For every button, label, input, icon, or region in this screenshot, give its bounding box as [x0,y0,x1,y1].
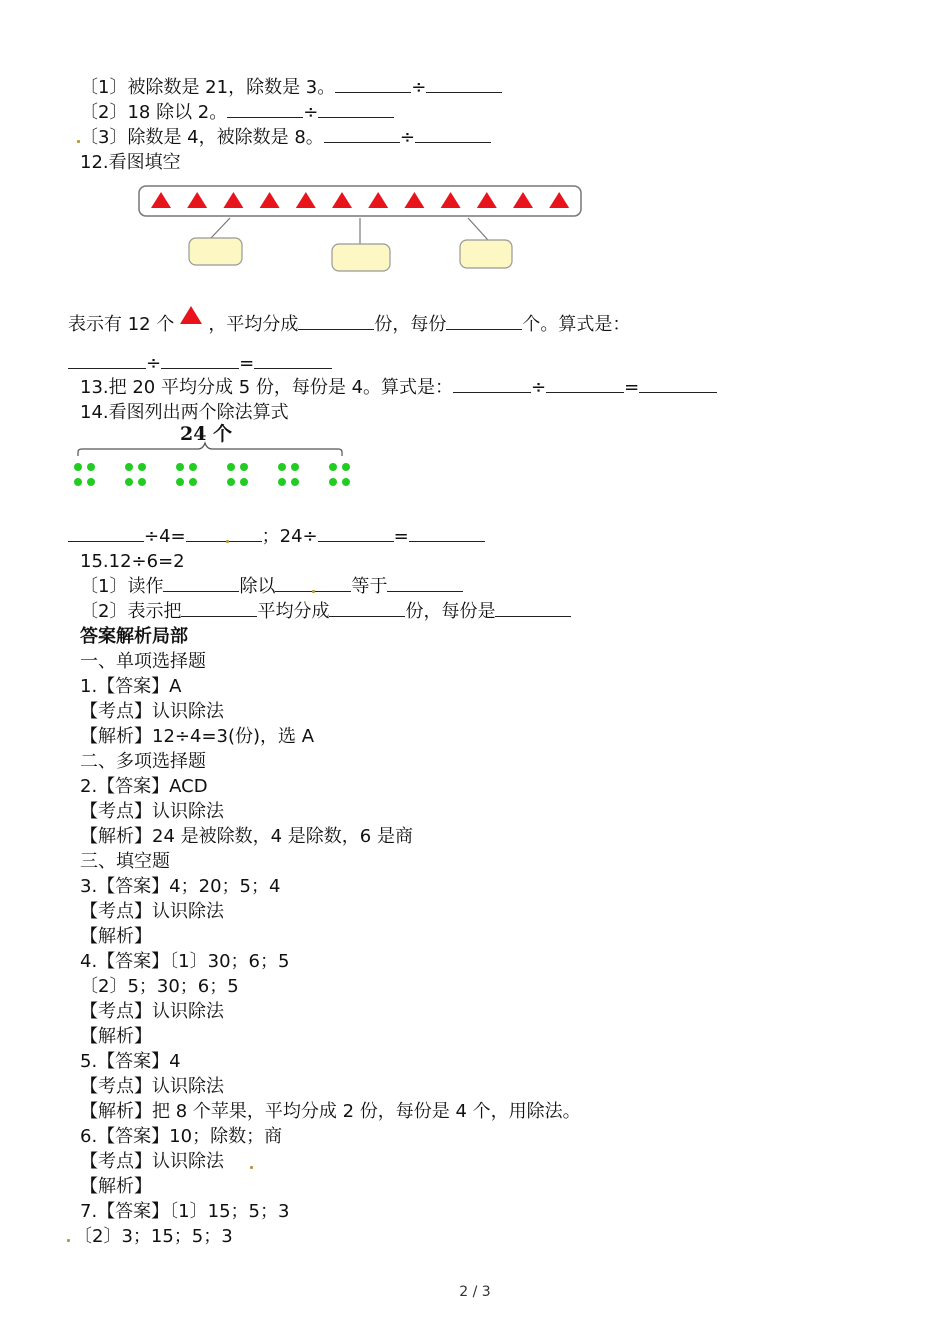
dot-icon [125,463,133,471]
dot-icon [125,478,133,486]
dot-icon [227,463,235,471]
answer-line: 【考点】认识除法 [80,1151,224,1172]
equals-sign: = [393,526,409,547]
answer-blank[interactable] [318,525,394,542]
answer-blank[interactable] [387,575,463,592]
q14-eq1-mid: ÷4= [144,526,186,547]
scan-speck [226,540,229,543]
dot-icon [342,463,350,471]
dot-icon [189,478,197,486]
dot-icon [342,478,350,486]
q15-item2-b: 平均分成 [257,601,330,622]
dot-icon [87,478,95,486]
q14-total-label: 24 个 [180,423,233,445]
q14-eq2-start: 24÷ [279,526,318,547]
answer-blank[interactable] [181,600,257,617]
scan-speck [312,590,315,593]
answer-blank[interactable] [163,575,239,592]
q15-item1-b: 除以 [239,576,276,597]
q15-item1 [80,575,463,599]
dot-icon [176,463,184,471]
answer-line: 【解析】 [80,926,152,947]
answer-line: 【考点】认识除法 [80,1076,224,1097]
answer-line: 【考点】认识除法 [80,1001,224,1022]
dot-icon [329,478,337,486]
dots-figure [0,0,950,500]
divide-sign: ÷ [411,77,427,98]
q11-item1-label: 〔1〕被除数是 21，除数是 3。 [80,77,336,98]
q12-text-pre: 表示有 12 个 [68,314,175,335]
equals-sign: = [624,377,640,398]
q15-item1-a: 〔1〕读作 [80,576,164,597]
page-number: 2 / 3 [459,1284,491,1300]
brace [78,443,342,456]
dot-icon [240,463,248,471]
dot-icon [176,478,184,486]
answer-line: 6.【答案】10；除数；商 [80,1126,283,1147]
dot-icon [227,478,235,486]
divide-sign: ÷ [399,127,415,148]
answer-line: 【考点】认识除法 [80,701,224,722]
q14-title: 14.看图列出两个除法算式 [80,402,289,423]
divide-sign: ÷ [531,377,547,398]
dot-icon [74,478,82,486]
answer-line: 【解析】24 是被除数，4 是除数，6 是商 [80,826,413,847]
answer-line: 【解析】 [80,1026,152,1047]
answer-line: 1.【答案】A [80,676,182,697]
q14-equations [68,525,485,549]
q15-item2-c: 份，每份是 [405,601,496,622]
q12-text-mid1: ，平均分成 [208,314,299,335]
dot-icon [329,463,337,471]
q11-item3-label: 〔3〕除数是 4，被除数是 8。 [80,127,324,148]
q15-item2-a: 〔2〕表示把 [80,601,182,622]
dot-icon [278,478,286,486]
equals-sign: = [239,353,255,374]
answer-line: 二、多项选择题 [80,751,206,772]
scan-speck [67,1239,70,1242]
q12-title: 12.看图填空 [80,152,181,173]
answer-line: 三、填空题 [80,851,170,872]
answer-line: 【解析】 [80,1176,152,1197]
dot-icon [278,463,286,471]
answer-line: 【解析】12÷4=3(份)，选 A [80,726,315,747]
dot-icon [138,463,146,471]
answer-line: 〔2〕3；15；5；3 [74,1226,233,1247]
answer-blank[interactable] [409,525,485,542]
answer-line: 一、单项选择题 [80,651,206,672]
answer-line: 4.【答案】〔1〕30；6；5 [80,951,290,972]
answer-blank[interactable] [329,600,405,617]
q11-item2-label: 〔2〕18 除以 2。 [80,102,228,123]
answer-line: 3.【答案】4；20；5；4 [80,876,281,897]
dot-icon [240,478,248,486]
answer-line: 【考点】认识除法 [80,901,224,922]
dot-icon [87,463,95,471]
divide-sign: ÷ [303,102,319,123]
answer-blank[interactable] [68,525,144,542]
q15-item2 [80,600,571,624]
answer-line: 2.【答案】ACD [80,776,208,797]
answer-line: 〔2〕5；30；6；5 [80,976,239,997]
answer-line: 【考点】认识除法 [80,801,224,822]
dot-icon [291,478,299,486]
dot-icon [291,463,299,471]
answers-heading: 答案解析局部 [80,626,188,647]
answer-blank[interactable] [186,525,262,542]
answer-blank[interactable] [495,600,571,617]
answer-line: 7.【答案】〔1〕15；5；3 [80,1201,290,1222]
q15-item1-c: 等于 [351,576,388,597]
dot-icon [138,478,146,486]
q12-text-mid2: 份，每份 [374,314,447,335]
scan-speck [250,1166,253,1169]
answer-line: 5.【答案】4 [80,1051,181,1072]
q15-title: 15.12÷6=2 [80,551,185,572]
answer-line: 【解析】把 8 个苹果，平均分成 2 份，每份是 4 个，用除法。 [80,1101,581,1122]
separator: ； [261,526,280,547]
q13-text: 13.把 20 平均分成 5 份，每份是 4。算式是： [80,377,454,398]
divide-sign: ÷ [146,353,162,374]
dot-icon [74,463,82,471]
q12-text-end: 个。算式是： [522,314,631,335]
dot-icon [189,463,197,471]
